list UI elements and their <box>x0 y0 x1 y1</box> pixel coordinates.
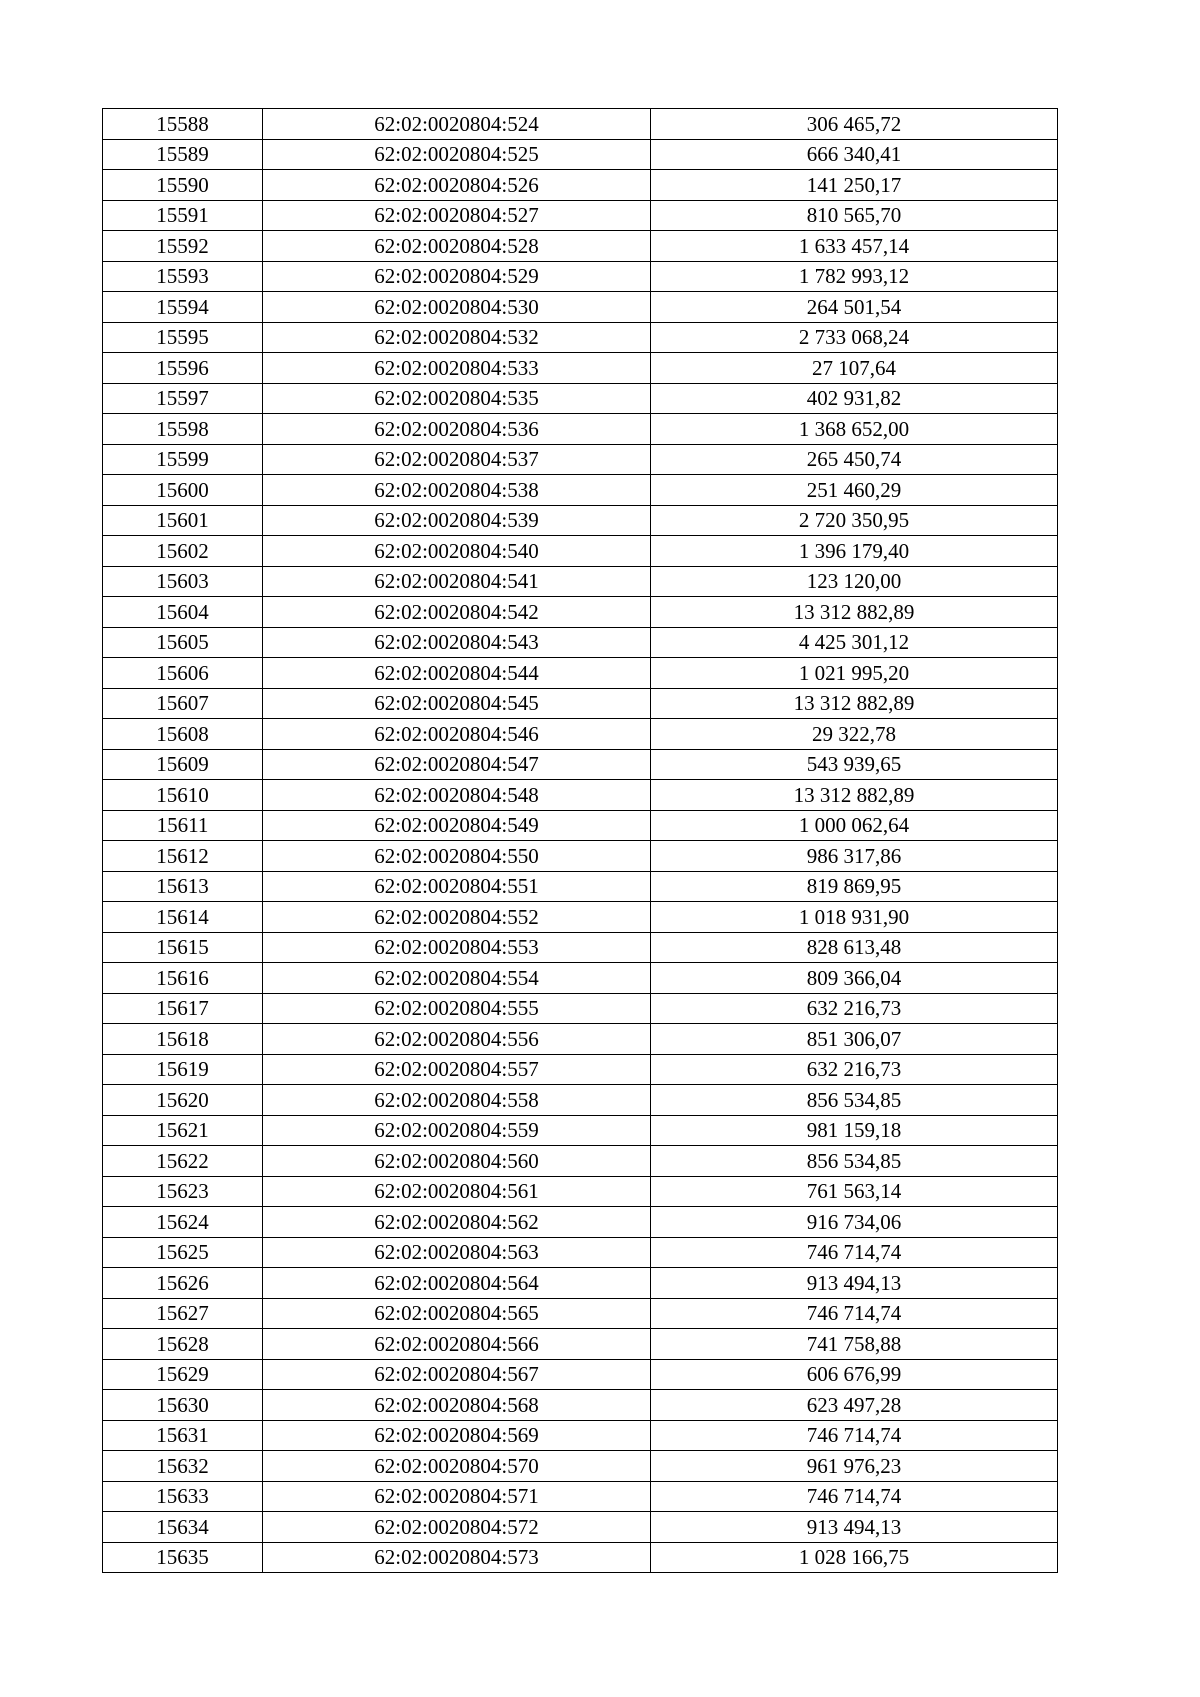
cadastral-value-cell: 632 216,73 <box>651 993 1058 1024</box>
cadastral-value-cell: 1 633 457,14 <box>651 231 1058 262</box>
row-number-cell: 15590 <box>103 170 263 201</box>
cadastral-value-cell: 913 494,13 <box>651 1512 1058 1543</box>
table-row <box>103 475 1058 506</box>
cadastral-number-cell: 62:02:0020804:525 <box>263 139 651 170</box>
cadastral-number-cell: 62:02:0020804:540 <box>263 536 651 567</box>
row-number-cell: 15631 <box>103 1420 263 1451</box>
row-number-cell: 15632 <box>103 1451 263 1482</box>
cadastral-value-cell: 27 107,64 <box>651 353 1058 384</box>
table-row <box>103 658 1058 689</box>
cadastral-value-cell: 543 939,65 <box>651 749 1058 780</box>
cadastral-value-cell: 913 494,13 <box>651 1268 1058 1299</box>
cadastral-value-cell: 819 869,95 <box>651 871 1058 902</box>
table-row <box>103 993 1058 1024</box>
row-number-cell: 15598 <box>103 414 263 445</box>
cadastral-value-cell: 13 312 882,89 <box>651 780 1058 811</box>
table-body <box>103 109 1058 1573</box>
cadastral-value-cell: 746 714,74 <box>651 1481 1058 1512</box>
cadastral-value-cell: 981 159,18 <box>651 1115 1058 1146</box>
row-number-cell: 15633 <box>103 1481 263 1512</box>
cadastral-value-cell: 986 317,86 <box>651 841 1058 872</box>
row-number-cell: 15596 <box>103 353 263 384</box>
cadastral-value-cell: 2 733 068,24 <box>651 322 1058 353</box>
table-row <box>103 1542 1058 1573</box>
row-number-cell: 15592 <box>103 231 263 262</box>
table-row <box>103 719 1058 750</box>
table-row <box>103 1512 1058 1543</box>
cadastral-number-cell: 62:02:0020804:544 <box>263 658 651 689</box>
row-number-cell: 15625 <box>103 1237 263 1268</box>
cadastral-number-cell: 62:02:0020804:556 <box>263 1024 651 1055</box>
cadastral-number-cell: 62:02:0020804:558 <box>263 1085 651 1116</box>
row-number-cell: 15605 <box>103 627 263 658</box>
table-row <box>103 414 1058 445</box>
cadastral-value-cell: 809 366,04 <box>651 963 1058 994</box>
cadastral-number-cell: 62:02:0020804:549 <box>263 810 651 841</box>
cadastral-value-cell: 606 676,99 <box>651 1359 1058 1390</box>
table-row <box>103 1024 1058 1055</box>
cadastral-number-cell: 62:02:0020804:548 <box>263 780 651 811</box>
row-number-cell: 15595 <box>103 322 263 353</box>
cadastral-value-cell: 741 758,88 <box>651 1329 1058 1360</box>
table-row <box>103 353 1058 384</box>
cadastral-value-cell: 29 322,78 <box>651 719 1058 750</box>
table-row <box>103 200 1058 231</box>
cadastral-value-cell: 1 018 931,90 <box>651 902 1058 933</box>
cadastral-value-cell: 402 931,82 <box>651 383 1058 414</box>
cadastral-number-cell: 62:02:0020804:565 <box>263 1298 651 1329</box>
table-row <box>103 810 1058 841</box>
row-number-cell: 15619 <box>103 1054 263 1085</box>
cadastral-number-cell: 62:02:0020804:573 <box>263 1542 651 1573</box>
table-row <box>103 902 1058 933</box>
cadastral-number-cell: 62:02:0020804:572 <box>263 1512 651 1543</box>
table-row <box>103 1329 1058 1360</box>
cadastral-value-cell: 1 396 179,40 <box>651 536 1058 567</box>
cadastral-number-cell: 62:02:0020804:536 <box>263 414 651 445</box>
row-number-cell: 15609 <box>103 749 263 780</box>
cadastral-number-cell: 62:02:0020804:529 <box>263 261 651 292</box>
cadastral-number-cell: 62:02:0020804:542 <box>263 597 651 628</box>
cadastral-value-cell: 828 613,48 <box>651 932 1058 963</box>
row-number-cell: 15588 <box>103 109 263 140</box>
cadastral-number-cell: 62:02:0020804:545 <box>263 688 651 719</box>
cadastral-value-cell: 1 368 652,00 <box>651 414 1058 445</box>
cadastral-value-cell: 746 714,74 <box>651 1237 1058 1268</box>
table-row <box>103 1298 1058 1329</box>
cadastral-value-cell: 13 312 882,89 <box>651 597 1058 628</box>
row-number-cell: 15603 <box>103 566 263 597</box>
cadastral-value-cell: 961 976,23 <box>651 1451 1058 1482</box>
cadastral-value-cell: 851 306,07 <box>651 1024 1058 1055</box>
table-row <box>103 322 1058 353</box>
cadastral-number-cell: 62:02:0020804:526 <box>263 170 651 201</box>
cadastral-number-cell: 62:02:0020804:571 <box>263 1481 651 1512</box>
cadastral-number-cell: 62:02:0020804:541 <box>263 566 651 597</box>
row-number-cell: 15594 <box>103 292 263 323</box>
row-number-cell: 15630 <box>103 1390 263 1421</box>
cadastral-number-cell: 62:02:0020804:527 <box>263 200 651 231</box>
cadastral-number-cell: 62:02:0020804:551 <box>263 871 651 902</box>
cadastral-number-cell: 62:02:0020804:569 <box>263 1420 651 1451</box>
table-row <box>103 1115 1058 1146</box>
row-number-cell: 15616 <box>103 963 263 994</box>
cadastral-value-cell: 4 425 301,12 <box>651 627 1058 658</box>
table-row <box>103 597 1058 628</box>
cadastral-value-cell: 264 501,54 <box>651 292 1058 323</box>
table-row <box>103 1481 1058 1512</box>
row-number-cell: 15608 <box>103 719 263 750</box>
row-number-cell: 15599 <box>103 444 263 475</box>
cadastral-value-cell: 251 460,29 <box>651 475 1058 506</box>
table-row <box>103 963 1058 994</box>
cadastral-number-cell: 62:02:0020804:555 <box>263 993 651 1024</box>
row-number-cell: 15612 <box>103 841 263 872</box>
table-row <box>103 444 1058 475</box>
cadastral-number-cell: 62:02:0020804:537 <box>263 444 651 475</box>
table-row <box>103 1176 1058 1207</box>
cadastral-value-cell: 1 028 166,75 <box>651 1542 1058 1573</box>
cadastral-number-cell: 62:02:0020804:563 <box>263 1237 651 1268</box>
cadastral-value-cell: 141 250,17 <box>651 170 1058 201</box>
cadastral-number-cell: 62:02:0020804:554 <box>263 963 651 994</box>
table-row <box>103 1207 1058 1238</box>
cadastral-number-cell: 62:02:0020804:560 <box>263 1146 651 1177</box>
cadastral-number-cell: 62:02:0020804:566 <box>263 1329 651 1360</box>
row-number-cell: 15611 <box>103 810 263 841</box>
table-row <box>103 1146 1058 1177</box>
row-number-cell: 15615 <box>103 932 263 963</box>
row-number-cell: 15602 <box>103 536 263 567</box>
table-row <box>103 1451 1058 1482</box>
table-row <box>103 1359 1058 1390</box>
table-row <box>103 1054 1058 1085</box>
table-row <box>103 139 1058 170</box>
row-number-cell: 15591 <box>103 200 263 231</box>
row-number-cell: 15606 <box>103 658 263 689</box>
table-row <box>103 261 1058 292</box>
cadastral-number-cell: 62:02:0020804:539 <box>263 505 651 536</box>
row-number-cell: 15634 <box>103 1512 263 1543</box>
row-number-cell: 15624 <box>103 1207 263 1238</box>
row-number-cell: 15622 <box>103 1146 263 1177</box>
table-row <box>103 1390 1058 1421</box>
row-number-cell: 15597 <box>103 383 263 414</box>
cadastral-value-cell: 746 714,74 <box>651 1420 1058 1451</box>
table-row <box>103 627 1058 658</box>
cadastral-number-cell: 62:02:0020804:538 <box>263 475 651 506</box>
cadastral-value-table <box>102 108 1058 1573</box>
table-row <box>103 932 1058 963</box>
row-number-cell: 15635 <box>103 1542 263 1573</box>
cadastral-number-cell: 62:02:0020804:530 <box>263 292 651 323</box>
table-row <box>103 292 1058 323</box>
cadastral-number-cell: 62:02:0020804:564 <box>263 1268 651 1299</box>
table-row <box>103 749 1058 780</box>
table-row <box>103 231 1058 262</box>
cadastral-value-cell: 2 720 350,95 <box>651 505 1058 536</box>
row-number-cell: 15593 <box>103 261 263 292</box>
cadastral-number-cell: 62:02:0020804:570 <box>263 1451 651 1482</box>
table-row <box>103 780 1058 811</box>
cadastral-value-cell: 265 450,74 <box>651 444 1058 475</box>
cadastral-value-cell: 916 734,06 <box>651 1207 1058 1238</box>
table-row <box>103 505 1058 536</box>
cadastral-value-cell: 123 120,00 <box>651 566 1058 597</box>
cadastral-number-cell: 62:02:0020804:524 <box>263 109 651 140</box>
row-number-cell: 15613 <box>103 871 263 902</box>
cadastral-number-cell: 62:02:0020804:553 <box>263 932 651 963</box>
table-row <box>103 1237 1058 1268</box>
cadastral-value-cell: 632 216,73 <box>651 1054 1058 1085</box>
cadastral-number-cell: 62:02:0020804:550 <box>263 841 651 872</box>
table-row <box>103 536 1058 567</box>
cadastral-number-cell: 62:02:0020804:535 <box>263 383 651 414</box>
cadastral-value-cell: 1 000 062,64 <box>651 810 1058 841</box>
table-row <box>103 566 1058 597</box>
table-row <box>103 383 1058 414</box>
row-number-cell: 15627 <box>103 1298 263 1329</box>
cadastral-number-cell: 62:02:0020804:533 <box>263 353 651 384</box>
cadastral-number-cell: 62:02:0020804:546 <box>263 719 651 750</box>
cadastral-number-cell: 62:02:0020804:557 <box>263 1054 651 1085</box>
row-number-cell: 15620 <box>103 1085 263 1116</box>
row-number-cell: 15604 <box>103 597 263 628</box>
cadastral-number-cell: 62:02:0020804:552 <box>263 902 651 933</box>
table-row <box>103 1085 1058 1116</box>
row-number-cell: 15617 <box>103 993 263 1024</box>
table-row <box>103 1268 1058 1299</box>
cadastral-number-cell: 62:02:0020804:528 <box>263 231 651 262</box>
row-number-cell: 15614 <box>103 902 263 933</box>
cadastral-number-cell: 62:02:0020804:532 <box>263 322 651 353</box>
row-number-cell: 15607 <box>103 688 263 719</box>
table-row <box>103 871 1058 902</box>
row-number-cell: 15629 <box>103 1359 263 1390</box>
cadastral-number-cell: 62:02:0020804:567 <box>263 1359 651 1390</box>
row-number-cell: 15600 <box>103 475 263 506</box>
cadastral-value-cell: 1 021 995,20 <box>651 658 1058 689</box>
cadastral-number-cell: 62:02:0020804:559 <box>263 1115 651 1146</box>
table-row <box>103 109 1058 140</box>
cadastral-value-cell: 623 497,28 <box>651 1390 1058 1421</box>
row-number-cell: 15589 <box>103 139 263 170</box>
row-number-cell: 15628 <box>103 1329 263 1360</box>
row-number-cell: 15623 <box>103 1176 263 1207</box>
cadastral-number-cell: 62:02:0020804:547 <box>263 749 651 780</box>
table-row <box>103 688 1058 719</box>
table-row <box>103 170 1058 201</box>
cadastral-value-cell: 856 534,85 <box>651 1146 1058 1177</box>
cadastral-value-cell: 761 563,14 <box>651 1176 1058 1207</box>
cadastral-value-cell: 13 312 882,89 <box>651 688 1058 719</box>
cadastral-value-cell: 1 782 993,12 <box>651 261 1058 292</box>
cadastral-number-cell: 62:02:0020804:562 <box>263 1207 651 1238</box>
table-row <box>103 841 1058 872</box>
cadastral-value-cell: 666 340,41 <box>651 139 1058 170</box>
row-number-cell: 15610 <box>103 780 263 811</box>
cadastral-value-cell: 856 534,85 <box>651 1085 1058 1116</box>
row-number-cell: 15626 <box>103 1268 263 1299</box>
row-number-cell: 15601 <box>103 505 263 536</box>
cadastral-value-cell: 810 565,70 <box>651 200 1058 231</box>
row-number-cell: 15618 <box>103 1024 263 1055</box>
cadastral-number-cell: 62:02:0020804:568 <box>263 1390 651 1421</box>
cadastral-number-cell: 62:02:0020804:543 <box>263 627 651 658</box>
row-number-cell: 15621 <box>103 1115 263 1146</box>
table-row <box>103 1420 1058 1451</box>
cadastral-number-cell: 62:02:0020804:561 <box>263 1176 651 1207</box>
cadastral-value-cell: 746 714,74 <box>651 1298 1058 1329</box>
cadastral-value-cell: 306 465,72 <box>651 109 1058 140</box>
